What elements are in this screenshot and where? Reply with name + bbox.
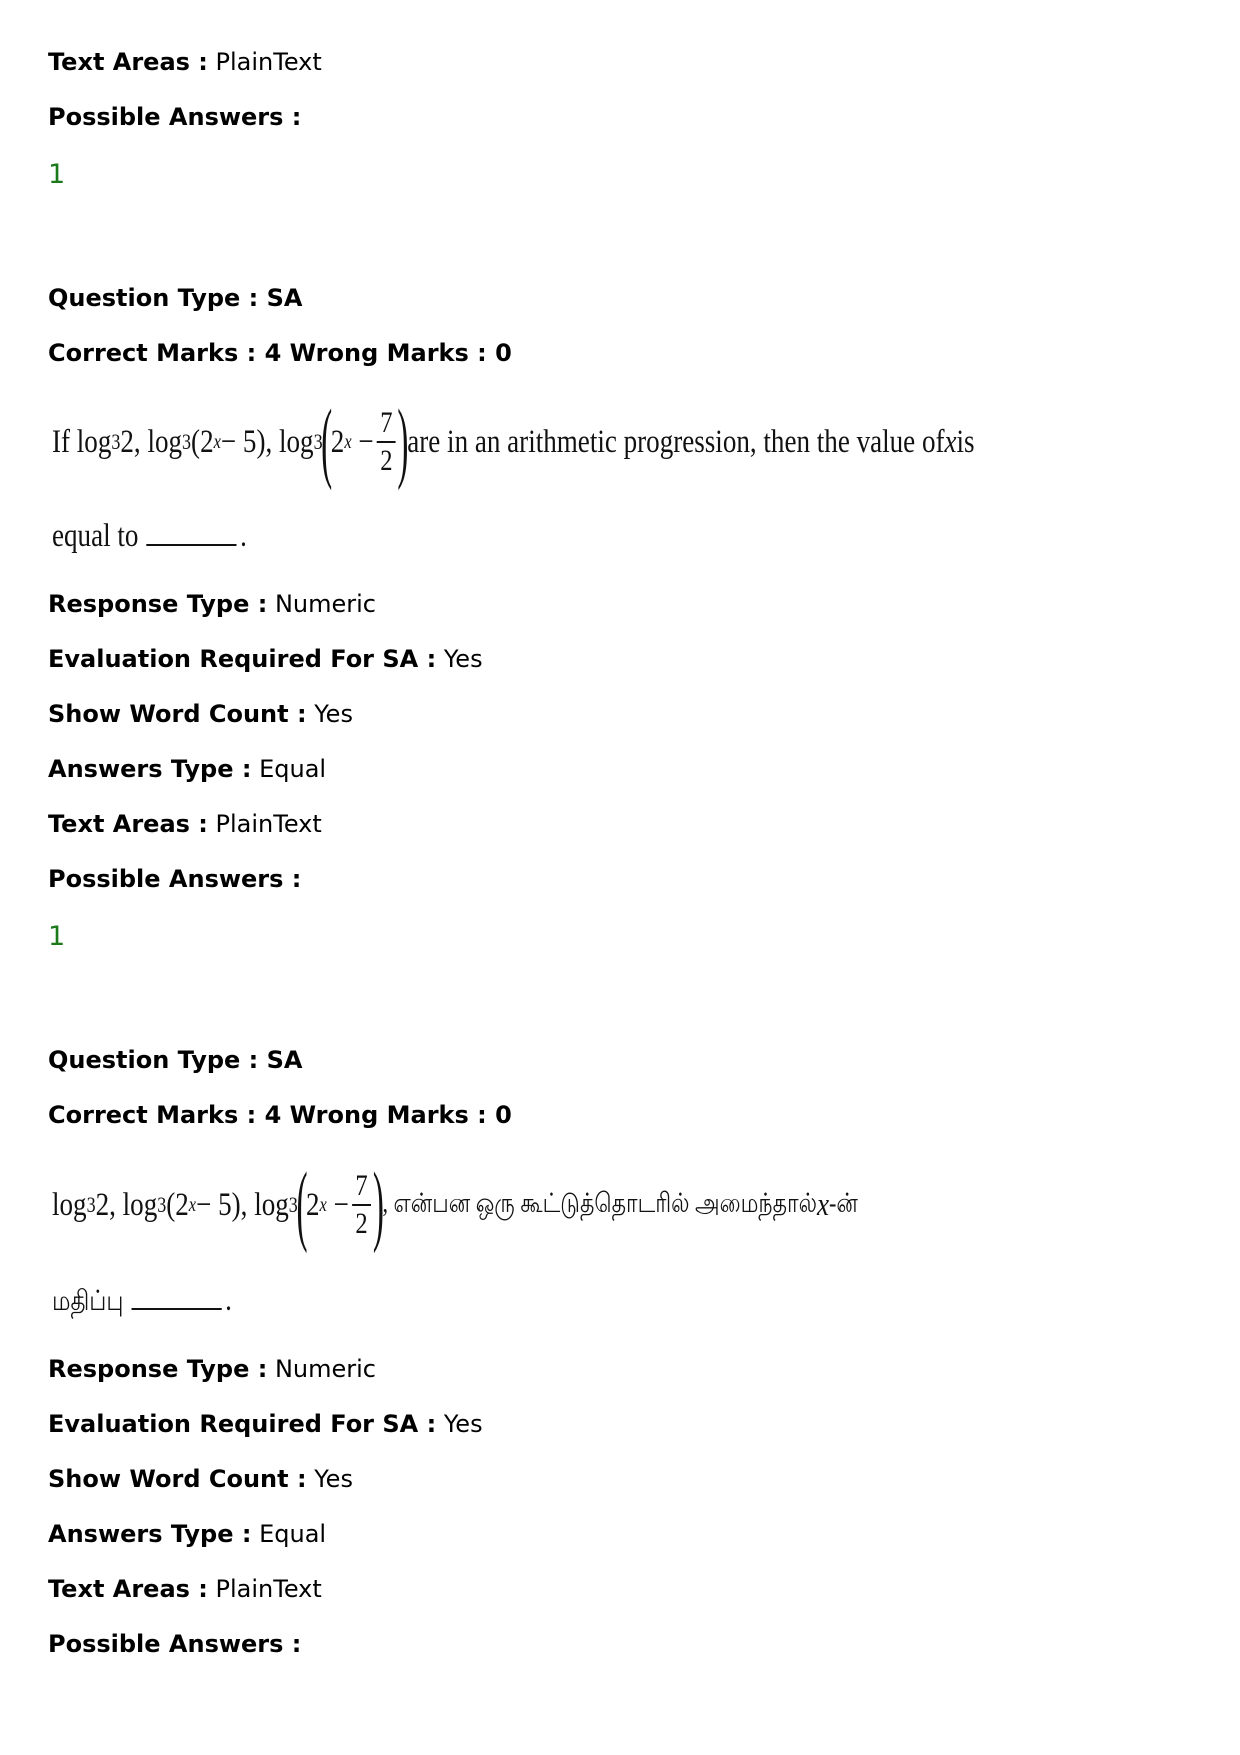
question-type: Question Type : SA [48,1046,303,1074]
question-text-image [52,392,975,492]
possible-answers-heading: Possible Answers : [48,865,302,893]
evaluation-required-row: Evaluation Required For SA : Yes [48,645,483,673]
show-word-count-row: Show Word Count : Yes [48,1465,353,1493]
answer-blank [132,1284,222,1310]
marks-row: Correct Marks : 4 Wrong Marks : 0 [48,1101,512,1129]
response-type-row: Response Type : Numeric [48,1355,376,1383]
question-text-continuation: மதிப்பு . [52,1282,232,1318]
question-text: log 3 2, log 3 (2 x − 5), log 3 ( 2 x − $\frac{7}{2}$ ) , என்பன ஒரு கூட்டுத்தொடரில் அமைந்தால் x -ன் [52,1155,858,1254]
question-text-continuation: equal to . [52,518,247,554]
possible-answers-heading: Possible Answers : [48,103,302,131]
answers-type-row: Answers Type : Equal [48,1520,327,1548]
question-type: Question Type : SA [48,284,303,312]
answer-blank [147,520,237,546]
show-word-count-row: Show Word Count : Yes [48,700,353,728]
possible-answers-heading: Possible Answers : [48,1630,302,1658]
response-type-row: Response Type : Numeric [48,590,376,618]
field-value: PlainText [215,48,322,76]
question-text-image [52,1155,952,1255]
answers-type-row: Answers Type : Equal [48,755,327,783]
fraction: $\frac{7}{2}$ [377,405,396,479]
text-areas-row: Text Areas : PlainText [48,1575,322,1603]
marks-row: Correct Marks : 4 Wrong Marks : 0 [48,339,512,367]
possible-answer-value: 1 [48,159,66,190]
text-areas-row: Text Areas : PlainText [48,810,322,838]
question-text: If log 3 2, log 3 (2 x − 5), log 3 ( 2 x − $\frac{7}{2}$ ) are in an arithmetic progression, then the value of x is [52,392,975,491]
field-label: Text Areas : [48,48,208,76]
possible-answer-value: 1 [48,921,66,952]
text-areas-row [48,47,322,77]
evaluation-required-row: Evaluation Required For SA : Yes [48,1410,483,1438]
fraction: $\frac{7}{2}$ [352,1168,371,1242]
